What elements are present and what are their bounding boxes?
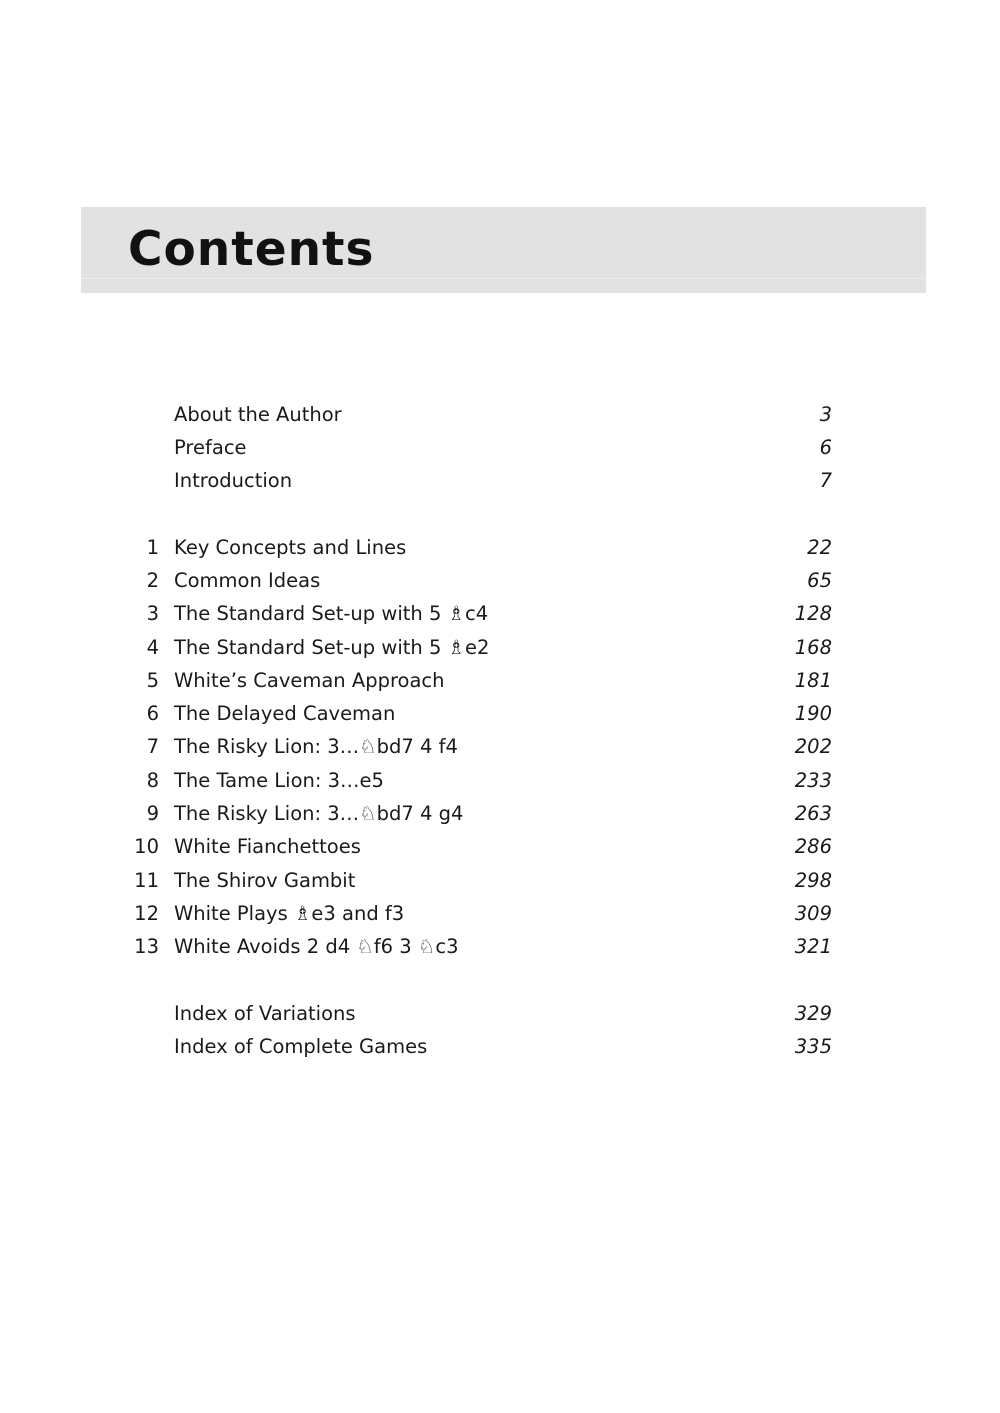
chapter-number: 7 [146, 735, 159, 758]
chapter-page: 263 [794, 802, 832, 825]
toc-entry-index-games[interactable] [120, 1030, 832, 1063]
chapter-number: 11 [134, 869, 159, 892]
chapter-number: 10 [134, 835, 159, 858]
toc-chapter-9[interactable] [120, 797, 832, 830]
chapter-page: 298 [794, 869, 832, 892]
chapter-page: 286 [794, 835, 832, 858]
chapter-page: 168 [794, 636, 832, 659]
chapter-number: 9 [146, 802, 159, 825]
toc-chapter-4[interactable] [120, 631, 832, 664]
toc-chapter-2[interactable] [120, 564, 832, 597]
chapter-page: 321 [794, 935, 832, 958]
chapter-number: 3 [146, 602, 159, 625]
toc-entry-index-variations[interactable] [120, 997, 832, 1030]
toc-entry-label: Index of Variations [174, 1002, 356, 1025]
toc-entry-about-author[interactable] [120, 398, 832, 431]
toc-chapter-3[interactable] [120, 597, 832, 630]
chapter-title: White Avoids 2 d4 ♘f6 3 ♘c3 [174, 935, 459, 958]
chapter-title: The Delayed Caveman [174, 702, 396, 725]
toc-entry-page: 7 [819, 469, 832, 492]
toc-entry-page: 3 [819, 403, 832, 426]
toc-chapter-8[interactable] [120, 764, 832, 797]
toc-entry-label: About the Author [174, 403, 342, 426]
toc-entry-introduction[interactable] [120, 464, 832, 497]
chapter-page: 233 [794, 769, 832, 792]
toc-chapter-11[interactable] [120, 864, 832, 897]
chapter-title: The Tame Lion: 3…e5 [174, 769, 384, 792]
chapter-number: 6 [146, 702, 159, 725]
chapter-page: 309 [794, 902, 832, 925]
chapter-page: 190 [794, 702, 832, 725]
toc-entry-label: Index of Complete Games [174, 1035, 428, 1058]
chapter-number: 1 [146, 536, 159, 559]
title-band [81, 207, 926, 293]
chapter-title: Key Concepts and Lines [174, 536, 407, 559]
chapter-title: Common Ideas [174, 569, 321, 592]
toc-entry-page: 6 [819, 436, 832, 459]
chapter-number: 12 [134, 902, 159, 925]
toc-chapter-5[interactable] [120, 664, 832, 697]
toc-chapter-1[interactable] [120, 531, 832, 564]
toc-entry-page: 335 [794, 1035, 832, 1058]
chapter-title: White Fianchettoes [174, 835, 361, 858]
chapter-number: 5 [146, 669, 159, 692]
band-divider [81, 278, 926, 279]
chapter-number: 13 [134, 935, 159, 958]
chapter-page: 128 [794, 602, 832, 625]
chapter-page: 22 [807, 536, 832, 559]
toc-entry-label: Preface [174, 436, 247, 459]
toc-chapter-6[interactable] [120, 697, 832, 730]
chapter-page: 65 [807, 569, 832, 592]
chapter-title: The Standard Set-up with 5 ♗e2 [174, 636, 490, 659]
chapter-number: 2 [146, 569, 159, 592]
chapter-number: 4 [146, 636, 159, 659]
chapter-title: The Standard Set-up with 5 ♗c4 [174, 602, 489, 625]
chapter-title: White Plays ♗e3 and f3 [174, 902, 405, 925]
toc-entry-page: 329 [794, 1002, 832, 1025]
toc-chapter-7[interactable] [120, 730, 832, 763]
toc-chapter-13[interactable] [120, 930, 832, 963]
chapter-number: 8 [146, 769, 159, 792]
chapter-title: The Risky Lion: 3…♘bd7 4 f4 [174, 735, 458, 758]
page-title: Contents [128, 222, 375, 277]
toc-chapter-10[interactable] [120, 830, 832, 863]
toc-chapter-12[interactable] [120, 897, 832, 930]
chapter-page: 181 [794, 669, 832, 692]
toc-entry-preface[interactable] [120, 431, 832, 464]
toc-entry-label: Introduction [174, 469, 293, 492]
chapter-title: The Risky Lion: 3…♘bd7 4 g4 [174, 802, 464, 825]
chapter-page: 202 [794, 735, 832, 758]
chapter-title: The Shirov Gambit [174, 869, 356, 892]
chapter-title: White’s Caveman Approach [174, 669, 445, 692]
